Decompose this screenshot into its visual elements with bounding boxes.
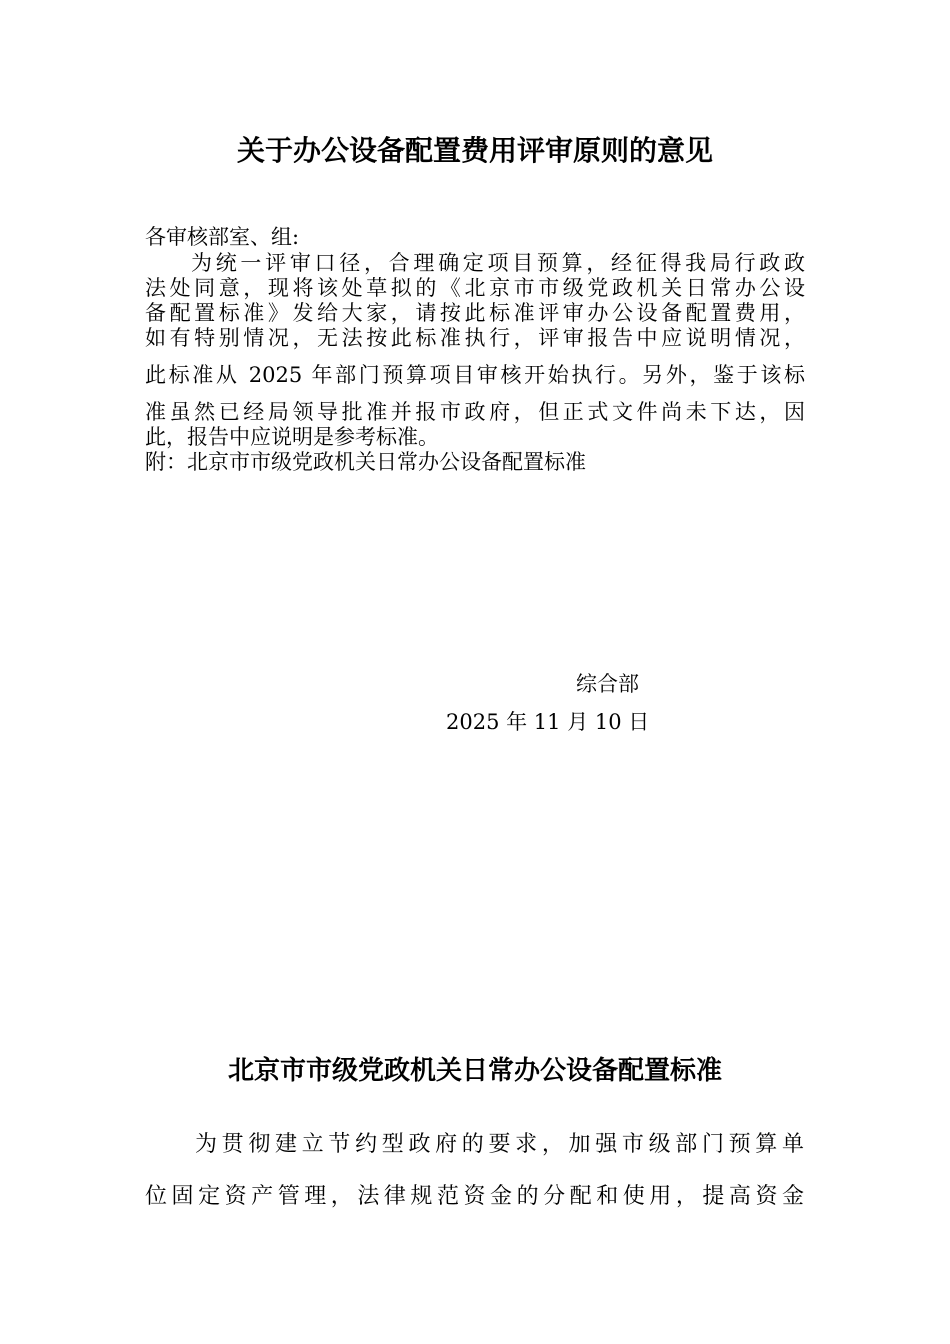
signature-date: 2025 年 11 月 10 日 (446, 710, 650, 734)
signature-department: 综合部 (576, 672, 639, 696)
standard-paragraph-line: 为贯彻建立节约型政府的要求，加强市级部门预算单 (195, 1132, 805, 1157)
memo-paragraph-line: 法处同意，现将该处草拟的《北京市市级党政机关日常办公设 (145, 276, 805, 300)
memo-paragraph-line: 如有特别情况，无法按此标准执行，评审报告中应说明情况， (145, 326, 805, 350)
memo-attachment: 附：北京市市级党政机关日常办公设备配置标准 (145, 450, 586, 474)
standard-title: 北京市市级党政机关日常办公设备配置标准 (227, 1056, 722, 1086)
memo-paragraph-line: 此标准从 2025 年部门预算项目审核开始执行。另外，鉴于该标 (145, 363, 805, 387)
standard-paragraph-line: 位固定资产管理，法律规范资金的分配和使用，提高资金 (145, 1184, 805, 1209)
memo-paragraph-line: 准虽然已经局领导批准并报市政府，但正式文件尚未下达，因 (145, 400, 805, 424)
memo-title: 关于办公设备配置费用评审原则的意见 (236, 134, 713, 167)
memo-paragraph-line: 为统一评审口径，合理确定项目预算，经征得我局行政政 (191, 251, 805, 275)
memo-salutation: 各审核部室、组: (145, 225, 300, 249)
memo-paragraph-line: 备配置标准》发给大家，请按此标准评审办公设备配置费用， (145, 301, 805, 325)
memo-paragraph-line: 此，报告中应说明是参考标准。 (145, 425, 439, 449)
